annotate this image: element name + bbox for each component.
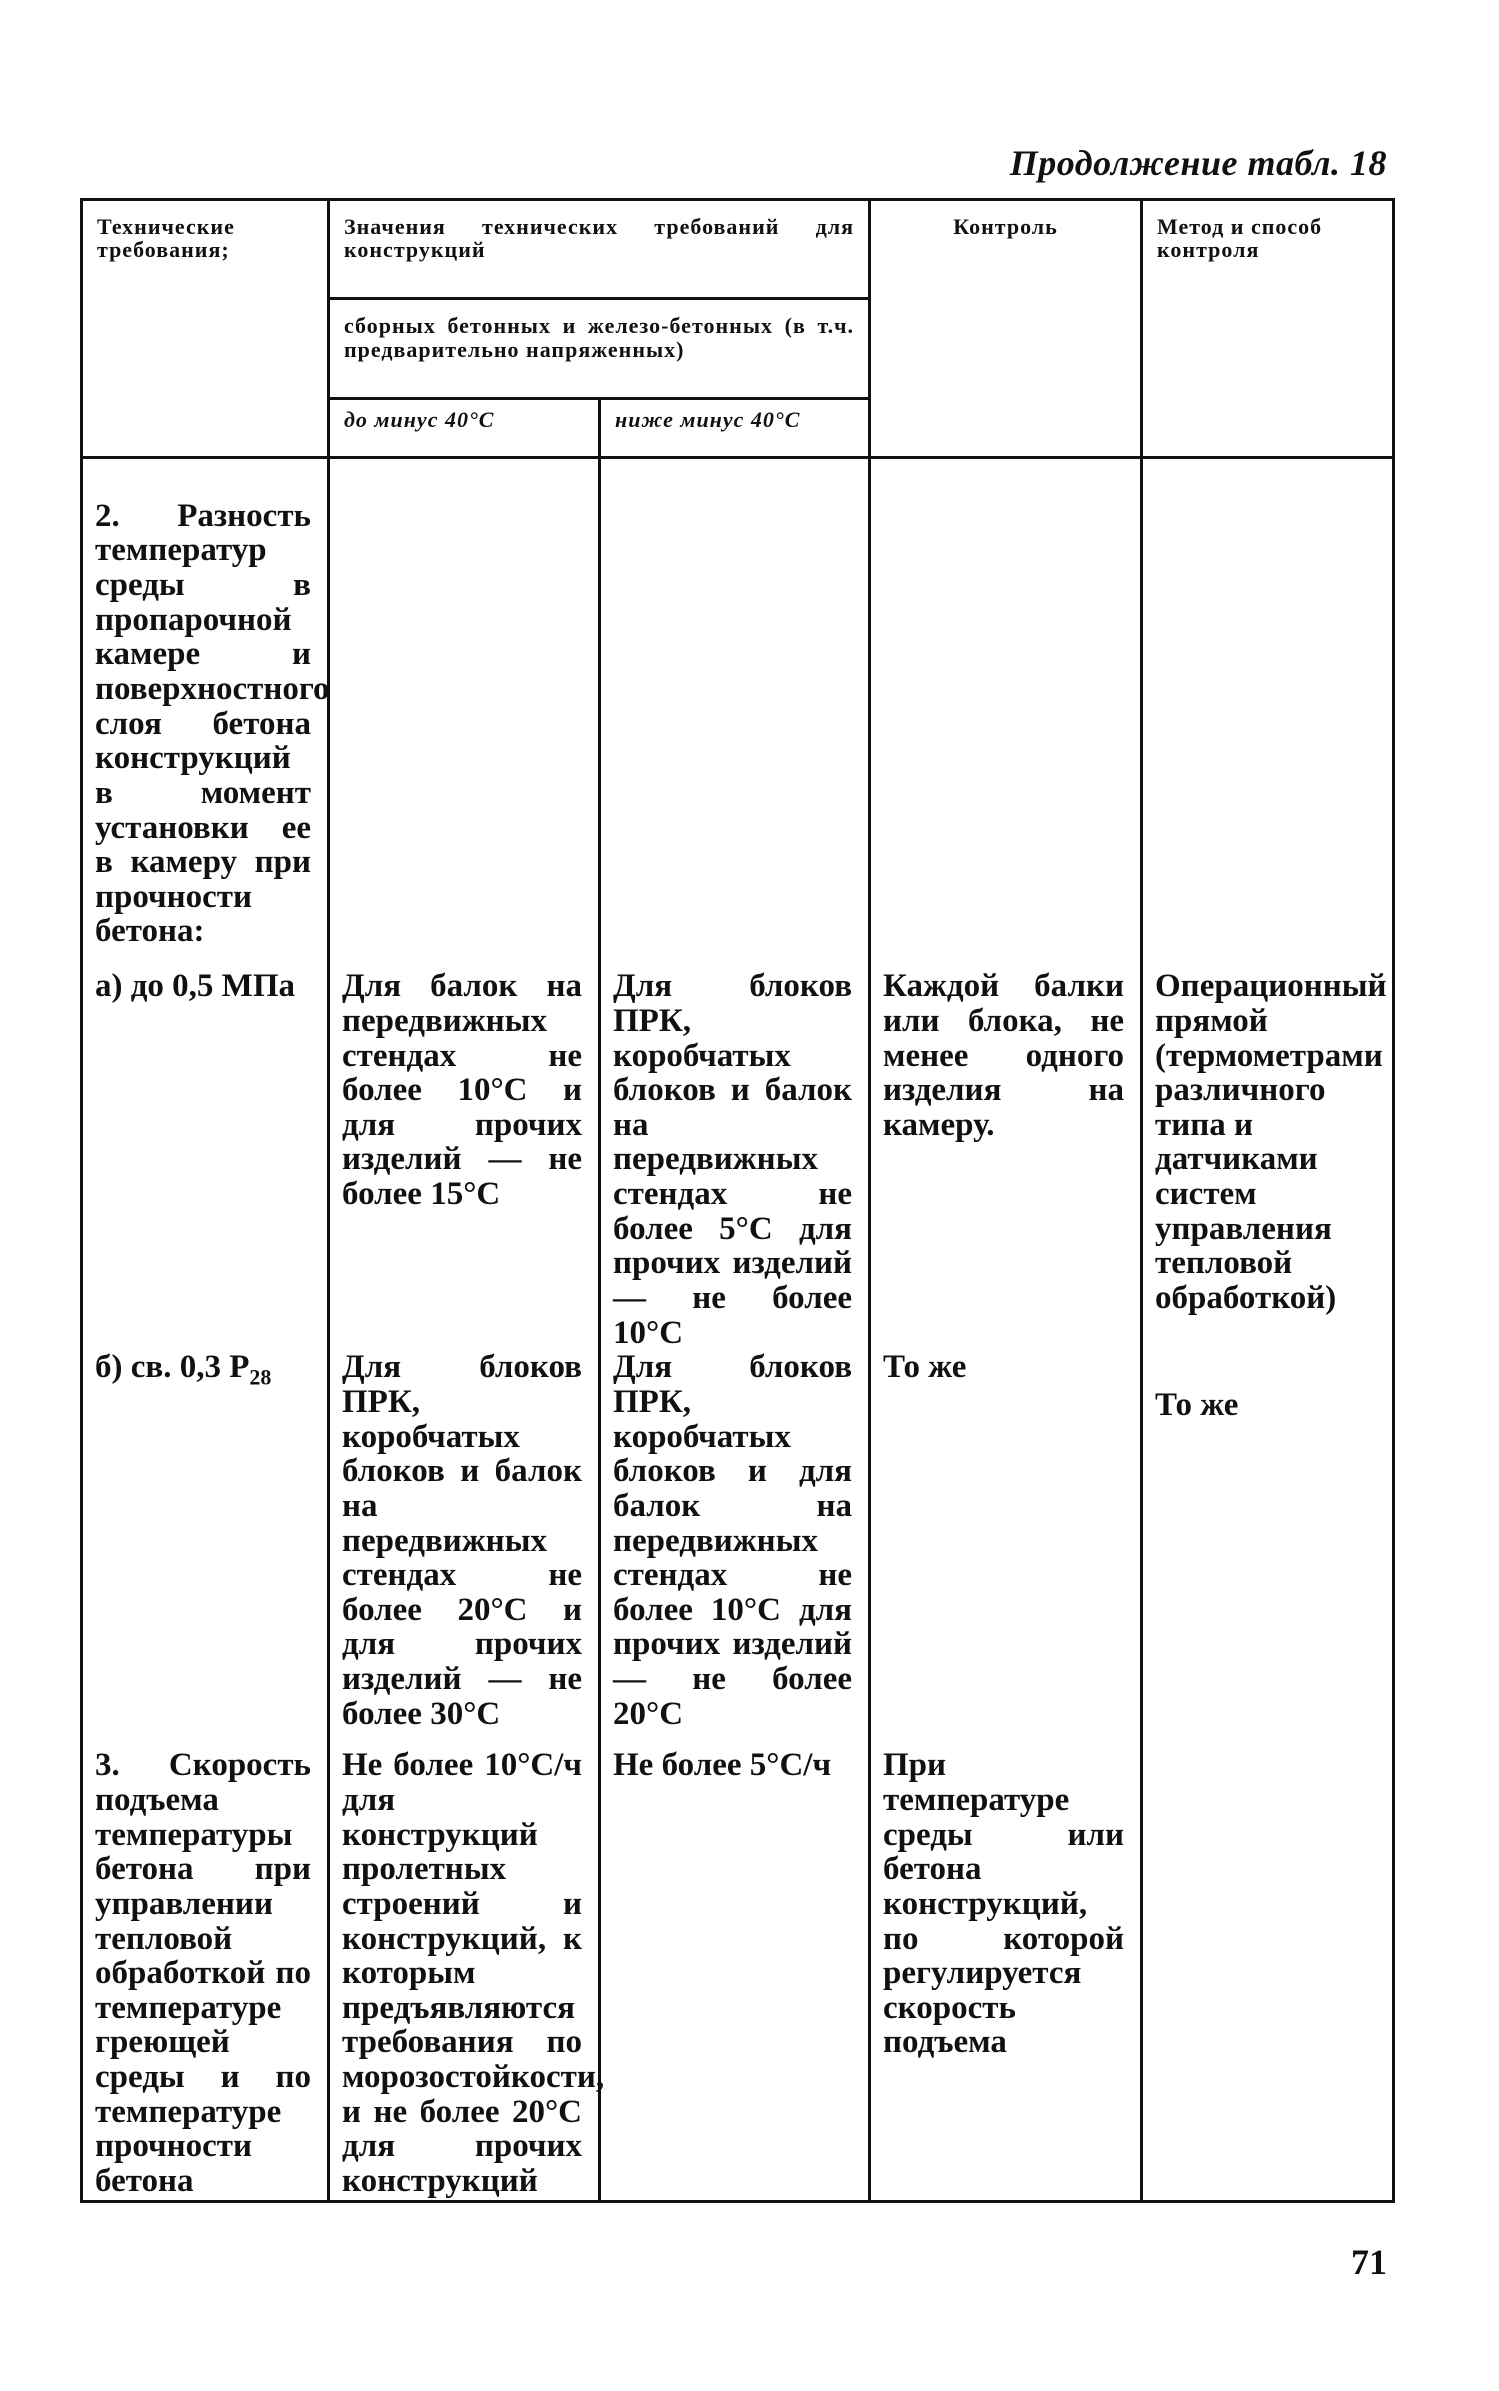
- req-temperature-difference: 2. Разность температур среды в пропарочной камере и поверхностного слоя бетона конструкций в момент установки ее в камеру при прочности бетона:: [95, 497, 330, 950]
- req-a: а) до 0,5 МПа: [95, 968, 295, 1005]
- value-rate-to-minus-40: Не более 10°С/ч для конструкций пролетных строений и конструкций, к которым предъявляются требования по морозостойкости, и не более 20°С для прочих конструкций: [342, 1747, 605, 2199]
- value-a-below-minus-40: Для блоков ПРК, коробчатых блоков и балок на передвижных стендах не более 5°С для прочих изделий — не более 10°С: [613, 968, 853, 1351]
- control-a: Каждой балки или блока, не менее одного изделия на камеру.: [883, 968, 1125, 1143]
- table-caption: Продолжение табл. 18: [1009, 143, 1387, 183]
- header-values-group: Значения технических требований для конструкций: [329, 200, 870, 299]
- table-row: [82, 1350, 1394, 1748]
- value-b-to-minus-40: Для блоков ПРК, коробчатых блоков и балок на передвижных стендах не более 20°С и для прочих изделий — не более 30°С: [342, 1349, 582, 1732]
- header-method: Метод и способ контроля: [1142, 200, 1394, 458]
- page-number: 71: [1351, 2242, 1387, 2282]
- control-b: То же: [883, 1349, 967, 1386]
- req-b-text: б) св. 0,3 Р: [95, 1349, 250, 1386]
- value-a-to-minus-40: Для балок на передвижных стендах не более 10°С и для прочих изделий — не более 15°С: [342, 968, 582, 1213]
- value-rate-below-minus-40: Не более 5°С/ч: [613, 1747, 832, 1784]
- req-b-subscript: 28: [249, 1364, 272, 1390]
- requirements-table: [80, 198, 1395, 2203]
- req-heating-rate: 3. Скорость подъема температуры бетона при управлении тепловой обработкой по температуре греющей среды и по температуре прочности бетона: [95, 1747, 311, 2199]
- table-row: [82, 969, 1394, 1350]
- header-precast-concrete: сборных бетонных и железо-бетонных (в т.ч. предварительно напряженных): [329, 299, 870, 398]
- req-b: [83, 1350, 327, 1389]
- header-requirements: Технические требования;: [82, 200, 329, 458]
- table-row: [82, 457, 1394, 969]
- header-control: Контроль: [870, 200, 1142, 458]
- header-below-minus-40: ниже минус 40°С: [600, 398, 870, 457]
- method-a: Операционный прямой (термометрами различного типа и датчиками систем управления тепловой обработкой): [1155, 968, 1387, 1317]
- table-row: [82, 1748, 1394, 2201]
- value-b-below-minus-40: Для блоков ПРК, коробчатых блоков и для балок на передвижных стендах не более 10°С для прочих изделий — не более 20°С: [613, 1349, 853, 1732]
- control-rate: При температуре среды или бетона конструкций, по которой регулируется скорость подъема: [883, 1747, 1125, 2061]
- method-b: То же: [1155, 1387, 1239, 1424]
- header-to-minus-40: до минус 40°С: [329, 398, 600, 457]
